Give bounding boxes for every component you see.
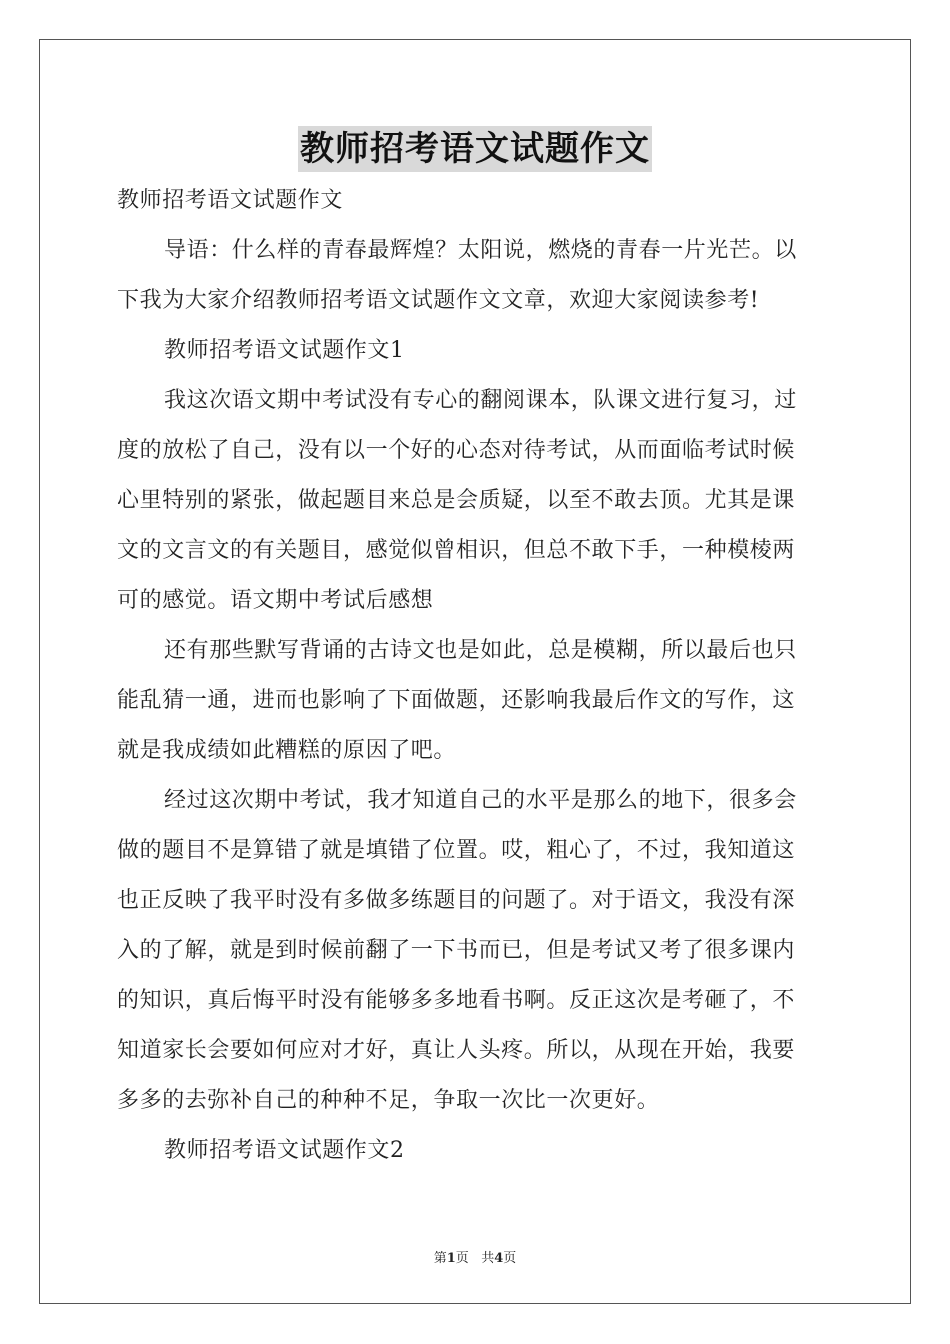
text-line: 知道家长会要如何应对才好，真让人头疼。所以，从现在开始，我要 xyxy=(117,1038,796,1063)
total-prefix: 共 xyxy=(481,1251,495,1266)
text-line: 教师招考语文试题作文1 xyxy=(164,338,405,363)
text-line: 就是我成绩如此糟糕的原因了吧。 xyxy=(117,738,457,763)
text-line: 多多的去弥补自己的种种不足，争取一次比一次更好。 xyxy=(117,1088,660,1113)
text-line: 做的题目不是算错了就是填错了位置。哎，粗心了，不过，我知道这 xyxy=(117,838,796,863)
page-suffix: 页 xyxy=(455,1251,469,1266)
text-line: 导语：什么样的青春最辉煌？太阳说，燃烧的青春一片光芒。以 xyxy=(164,238,797,263)
text-line: 心里特别的紧张，做起题目来总是会质疑，以至不敢去顶。尤其是课 xyxy=(117,488,796,513)
text-line: 经过这次期中考试，我才知道自己的水平是那么的地下，很多会 xyxy=(164,788,797,813)
text-line: 文的文言文的有关题目，感觉似曾相识，但总不敢下手，一种模棱两 xyxy=(117,538,796,563)
text-line: 可的感觉。语文期中考试后感想 xyxy=(117,588,434,613)
page-prefix: 第 xyxy=(433,1251,447,1266)
document-body xyxy=(117,176,833,1176)
document-subtitle: 教师招考语文试题作文 xyxy=(117,188,344,213)
text-line: 下我为大家介绍教师招考语文试题作文文章，欢迎大家阅读参考! xyxy=(117,288,760,313)
text-line: 能乱猜一通，进而也影响了下面做题，还影响我最后作文的写作，这 xyxy=(117,688,796,713)
page-number: 1 xyxy=(446,1251,456,1266)
page-footer xyxy=(0,1247,950,1266)
text-line: 入的了解，就是到时候前翻了一下书而已，但是考试又考了很多课内 xyxy=(117,938,796,963)
text-line: 还有那些默写背诵的古诗文也是如此，总是模糊，所以最后也只 xyxy=(164,638,797,663)
text-line: 也正反映了我平时没有多做多练题目的问题了。对于语文，我没有深 xyxy=(117,888,796,913)
total-pages: 4 xyxy=(494,1251,504,1266)
title-container xyxy=(0,126,950,172)
text-line: 的知识，真后悔平时没有能够多多地看书啊。反正这次是考砸了，不 xyxy=(117,988,796,1013)
text-line: 教师招考语文试题作文2 xyxy=(164,1138,405,1163)
total-suffix: 页 xyxy=(503,1251,517,1266)
document-title: 教师招考语文试题作文 xyxy=(298,126,652,172)
text-line: 我这次语文期中考试没有专心的翻阅课本，队课文进行复习，过 xyxy=(164,388,797,413)
text-line: 度的放松了自己，没有以一个好的心态对待考试，从而面临考试时候 xyxy=(117,438,796,463)
